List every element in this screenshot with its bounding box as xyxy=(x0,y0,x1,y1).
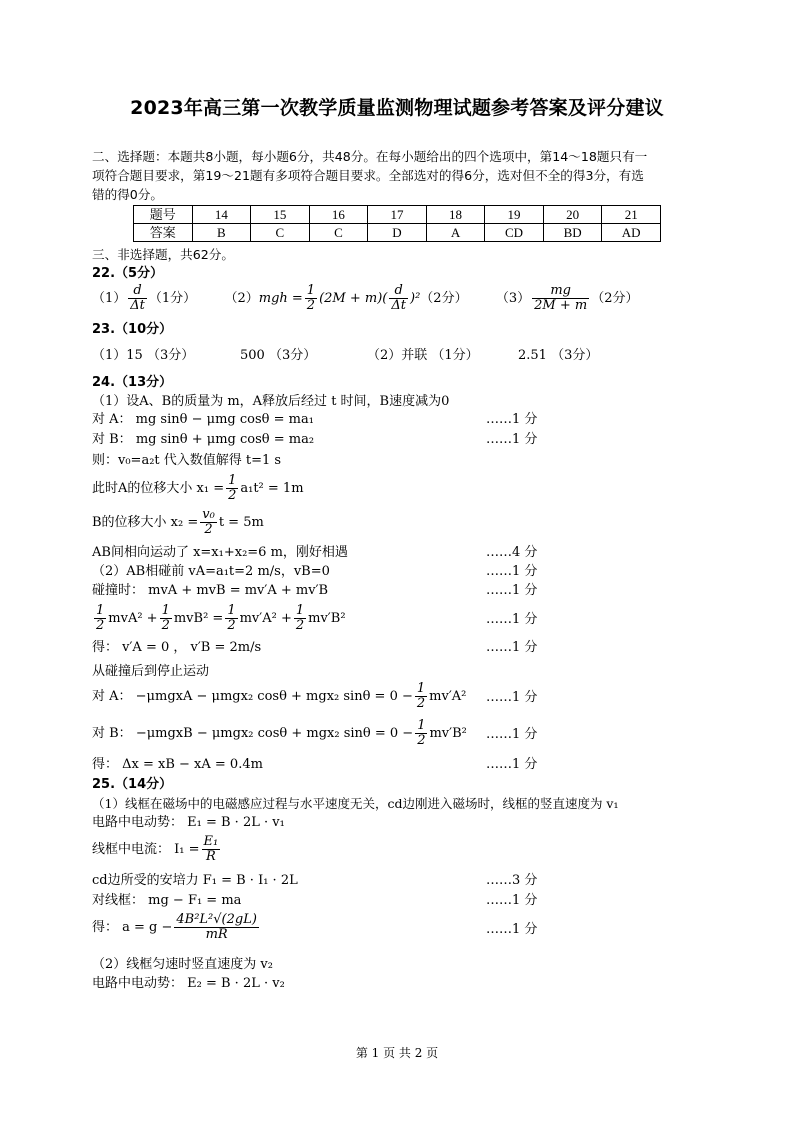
q24-equation xyxy=(92,474,304,504)
v0-over-2-fraction xyxy=(200,508,217,537)
fraction-denominator: 2 xyxy=(204,522,213,537)
fraction-numerator: 1 xyxy=(306,283,316,298)
q24-equation xyxy=(92,682,466,712)
q25-line: （2）线框匀速时竖直速度为 v₂ xyxy=(92,957,273,972)
equation-text: t = 5m xyxy=(218,515,264,530)
score-mark: ……1 分 xyxy=(486,583,538,598)
q22-p1-label: （1） xyxy=(92,291,127,306)
q25-line: （1）线框在磁场中的电磁感应过程与水平速度无关，cd边刚进入磁场时，线框的竖直速度为 v₁ xyxy=(92,796,619,811)
half-fraction xyxy=(294,604,306,633)
q22-p1-fraction xyxy=(128,284,147,313)
equation-text: 线框中电流： I₁ = xyxy=(92,842,200,857)
fraction-numerator: mg xyxy=(532,284,589,299)
table-cell: 17 xyxy=(368,206,427,224)
q22-p3-fraction xyxy=(532,284,589,313)
q25-equation xyxy=(92,834,222,866)
answer-table xyxy=(133,205,661,242)
fraction-denominator: R xyxy=(205,849,216,864)
fraction-denominator: Δt xyxy=(130,298,145,313)
equation-text: 此时A的位移大小 x₁ = xyxy=(92,481,225,496)
fraction-denominator: 2 xyxy=(228,488,237,503)
section2-line3: 错的得0分。 xyxy=(92,187,163,202)
q22-p2-half xyxy=(305,284,317,313)
fraction-numerator: 1 xyxy=(417,718,426,733)
table-cell: 20 xyxy=(543,206,602,224)
score-mark: ……1 分 xyxy=(486,922,538,937)
table-cell: AD xyxy=(602,224,661,242)
page-footer: 第 1 页 共 2 页 xyxy=(355,1046,439,1060)
q24-line: AB间相向运动了 x=x₁+x₂=6 m，刚好相遇 xyxy=(92,545,348,560)
q23-answer-3: （2）并联 （1分） xyxy=(367,348,479,363)
q24-equation: 对 A： mg sinθ − μmg cosθ = ma₁ xyxy=(92,412,314,427)
q25-equation: 电路中电动势： E₁ = B · 2L · v₁ xyxy=(92,815,285,830)
q24-equation xyxy=(92,508,264,538)
table-cell: CD xyxy=(485,224,544,242)
table-cell: 18 xyxy=(426,206,485,224)
fraction-denominator: 2 xyxy=(416,696,426,711)
table-cell: 15 xyxy=(251,206,310,224)
current-fraction xyxy=(202,835,221,864)
half-fraction xyxy=(94,604,106,633)
fraction-numerator: d xyxy=(389,284,408,299)
table-answer-label: 答案 xyxy=(134,224,193,242)
half-fraction xyxy=(226,474,238,503)
equation-text: mv′B² xyxy=(308,611,346,626)
q24-equation xyxy=(92,719,467,749)
equation-text: mvA² + xyxy=(108,611,158,626)
half-fraction xyxy=(225,604,237,633)
fraction-denominator: 2 xyxy=(161,618,170,633)
fraction-denominator: Δt xyxy=(391,298,406,313)
equation-text: mv′B² xyxy=(429,726,467,741)
page-title: 2023年高三第一次教学质量监测物理试题参考答案及评分建议 xyxy=(130,97,664,119)
score-mark: ……4 分 xyxy=(486,545,538,560)
fraction-numerator: 1 xyxy=(161,603,170,618)
half-fraction xyxy=(415,682,427,711)
q22-p3-label: （3） xyxy=(495,291,531,306)
score-mark: ……1 分 xyxy=(486,757,538,772)
q24-equation: 碰撞时： mvA + mvB = mv′A + mv′B xyxy=(92,583,329,598)
score-mark: ……1 分 xyxy=(486,432,538,447)
score-mark: ……1 分 xyxy=(486,893,538,908)
q23-header: 23.（10分） xyxy=(92,322,173,337)
q24-line: （2）AB相碰前 vA=a₁t=2 m/s，vB=0 xyxy=(92,564,330,579)
fraction-denominator: 2 xyxy=(96,618,105,633)
table-cell: D xyxy=(368,224,427,242)
score-mark: ……1 分 xyxy=(486,640,538,655)
q22-p2-score: （2分） xyxy=(420,291,468,306)
table-cell: 14 xyxy=(192,206,251,224)
section3-heading: 三、非选择题，共62分。 xyxy=(92,247,234,262)
q24-line: 则：v₀=a₂t 代入数值解得 t=1 s xyxy=(92,453,282,468)
fraction-numerator: d xyxy=(128,284,147,299)
q22-p2-label: （2） xyxy=(224,291,259,306)
acceleration-fraction xyxy=(174,913,259,942)
equation-text: B的位移大小 x₂ = xyxy=(92,515,199,530)
q22-p2-fraction xyxy=(389,284,408,313)
fraction-denominator: 2M + m xyxy=(534,298,588,313)
table-cell: C xyxy=(309,224,368,242)
q24-line: 从碰撞后到停止运动 xyxy=(92,664,210,679)
q25-equation: 对线框： mg − F₁ = ma xyxy=(92,893,242,908)
score-mark: ……1 分 xyxy=(486,727,538,742)
q25-equation: cd边所受的安培力 F₁ = B · I₁ · 2L xyxy=(92,873,298,888)
table-cell: A xyxy=(426,224,485,242)
score-mark: ……1 分 xyxy=(486,412,538,427)
fraction-denominator: mR xyxy=(205,927,228,942)
q25-header: 25.（14分） xyxy=(92,777,173,792)
fraction-denominator: 2 xyxy=(295,618,305,633)
fraction-numerator: E₁ xyxy=(203,834,219,849)
fraction-numerator: 4B²L²√(2gL) xyxy=(176,912,257,927)
q23-answer-1: （1）15 （3分） xyxy=(92,348,195,363)
q22-p2-tail: )² xyxy=(410,291,421,306)
q24-equation xyxy=(92,604,346,634)
equation-text: mvB² = xyxy=(173,611,224,626)
q22-p1-score: （1分） xyxy=(148,291,197,306)
q24-equation: 得： Δx = xB − xA = 0.4m xyxy=(92,757,263,772)
q24-header: 24.（13分） xyxy=(92,375,173,390)
table-cell: BD xyxy=(543,224,602,242)
q25-equation xyxy=(92,912,261,944)
q25-equation: 电路中电动势： E₂ = B · 2L · v₂ xyxy=(92,976,285,991)
equation-text: a₁t² = 1m xyxy=(240,481,304,496)
q24-equation: 得： v′A = 0 ， v′B = 2m/s xyxy=(92,640,262,655)
fraction-numerator: 1 xyxy=(227,603,236,618)
fraction-denominator: 2 xyxy=(306,298,316,313)
fraction-numerator: 1 xyxy=(228,473,237,488)
section2-line2: 项符合题目要求，第19～21题有多项符合题目要求。全部选对的得6分，选对但不全的得3分，有选 xyxy=(92,168,644,183)
fraction-numerator: 1 xyxy=(295,603,305,618)
score-mark: ……3 分 xyxy=(486,873,538,888)
table-cell: 16 xyxy=(309,206,368,224)
table-cell: 19 xyxy=(485,206,544,224)
q23-answer-4: 2.51 （3分） xyxy=(518,348,599,363)
table-cell: 21 xyxy=(602,206,661,224)
table-row-answers xyxy=(134,224,661,242)
fraction-denominator: 2 xyxy=(417,733,426,748)
q23-answer-2: 500 （3分） xyxy=(240,348,317,363)
score-mark: ……1 分 xyxy=(486,690,538,705)
table-cell: B xyxy=(192,224,251,242)
score-mark: ……1 分 xyxy=(486,564,538,579)
equation-text: mv′A² xyxy=(429,689,467,704)
fraction-numerator: 1 xyxy=(96,603,105,618)
table-header-label: 题号 xyxy=(134,206,193,224)
q24-line: （1）设A、B的质量为 m，A释放后经过 t 时间，B速度减为0 xyxy=(92,394,450,409)
score-mark: ……1 分 xyxy=(486,612,538,627)
equation-text: mv′A² + xyxy=(239,611,292,626)
half-fraction xyxy=(415,719,427,748)
table-cell: C xyxy=(251,224,310,242)
fraction-numerator: 1 xyxy=(416,681,426,696)
equation-text: 对 A： −μmgxA − μmgx₂ cosθ + mgx₂ sinθ = 0 − xyxy=(92,689,413,704)
q22-p3-score: （2分） xyxy=(591,291,639,306)
q22-answers xyxy=(92,284,639,314)
fraction-numerator: v₀ xyxy=(202,507,215,522)
fraction-denominator: 2 xyxy=(227,618,236,633)
q22-p2-lhs: mgh = xyxy=(258,291,303,306)
table-row-numbers xyxy=(134,206,661,224)
q22-header: 22.（5分） xyxy=(92,266,164,281)
equation-text: 对 B： −μmgxB − μmgx₂ cosθ + mgx₂ sinθ = 0 − xyxy=(92,726,414,741)
q22-p2-mid: (2M + m)( xyxy=(319,291,388,306)
equation-text: 得： a = g − xyxy=(92,920,173,935)
half-fraction xyxy=(160,604,172,633)
section2-line1: 二、选择题：本题共8小题，每小题6分，共48分。在每小题给出的四个选项中，第14～18题只有一 xyxy=(92,149,648,164)
q24-equation: 对 B： mg sinθ + μmg cosθ = ma₂ xyxy=(92,432,315,447)
